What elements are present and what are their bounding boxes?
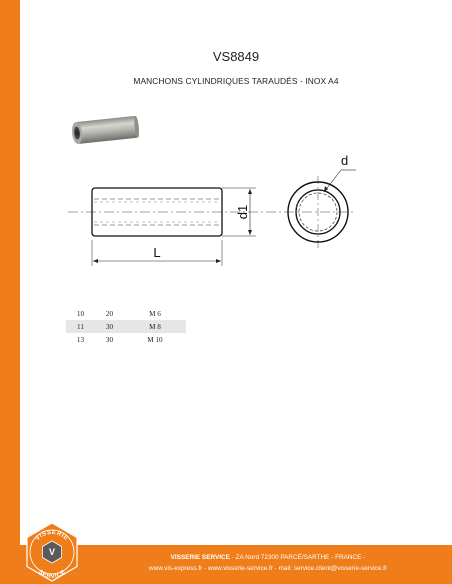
- table-cell: M 6: [149, 309, 161, 318]
- product-description: MANCHONS CYLINDRIQUES TARAUDÉS - INOX A4: [133, 76, 339, 86]
- table-cell: M 8: [124, 320, 186, 333]
- table-row: [66, 333, 186, 346]
- table-cell: 20: [105, 309, 114, 318]
- svg-text:VISSERIE: VISSERIE: [34, 529, 70, 543]
- left-accent-bar: [0, 0, 20, 584]
- svg-text:SERVICE: SERVICE: [36, 569, 68, 581]
- table-cell: M 10: [147, 335, 163, 344]
- svg-text:V: V: [48, 547, 56, 557]
- table-cell: 30: [95, 320, 124, 333]
- footer-address-text: - ZA Nord 72300 PARCÉ/SARTHE - FRANCE -: [229, 554, 366, 561]
- dimensions-table: [66, 307, 186, 346]
- table-cell: 30: [105, 335, 114, 344]
- footer-address: [84, 554, 452, 561]
- table-cell: 10: [76, 309, 85, 318]
- footer-brand: VISSERIE SERVICE: [170, 554, 230, 561]
- label-d: d: [341, 153, 349, 168]
- table-row: [66, 307, 186, 320]
- table-row: [66, 320, 186, 333]
- product-photo: [66, 112, 146, 150]
- brand-logo: [21, 521, 83, 583]
- label-d1: d1: [235, 204, 250, 220]
- product-code: VS8849: [212, 49, 260, 64]
- technical-drawing: [60, 148, 370, 268]
- table-cell: 13: [76, 335, 85, 344]
- footer-contact: www.vis-express.fr - www.visserie-service.fr - mail: service.client@visserie-service.fr: [148, 565, 387, 572]
- table-cell: 11: [66, 320, 95, 333]
- label-L: L: [153, 245, 161, 260]
